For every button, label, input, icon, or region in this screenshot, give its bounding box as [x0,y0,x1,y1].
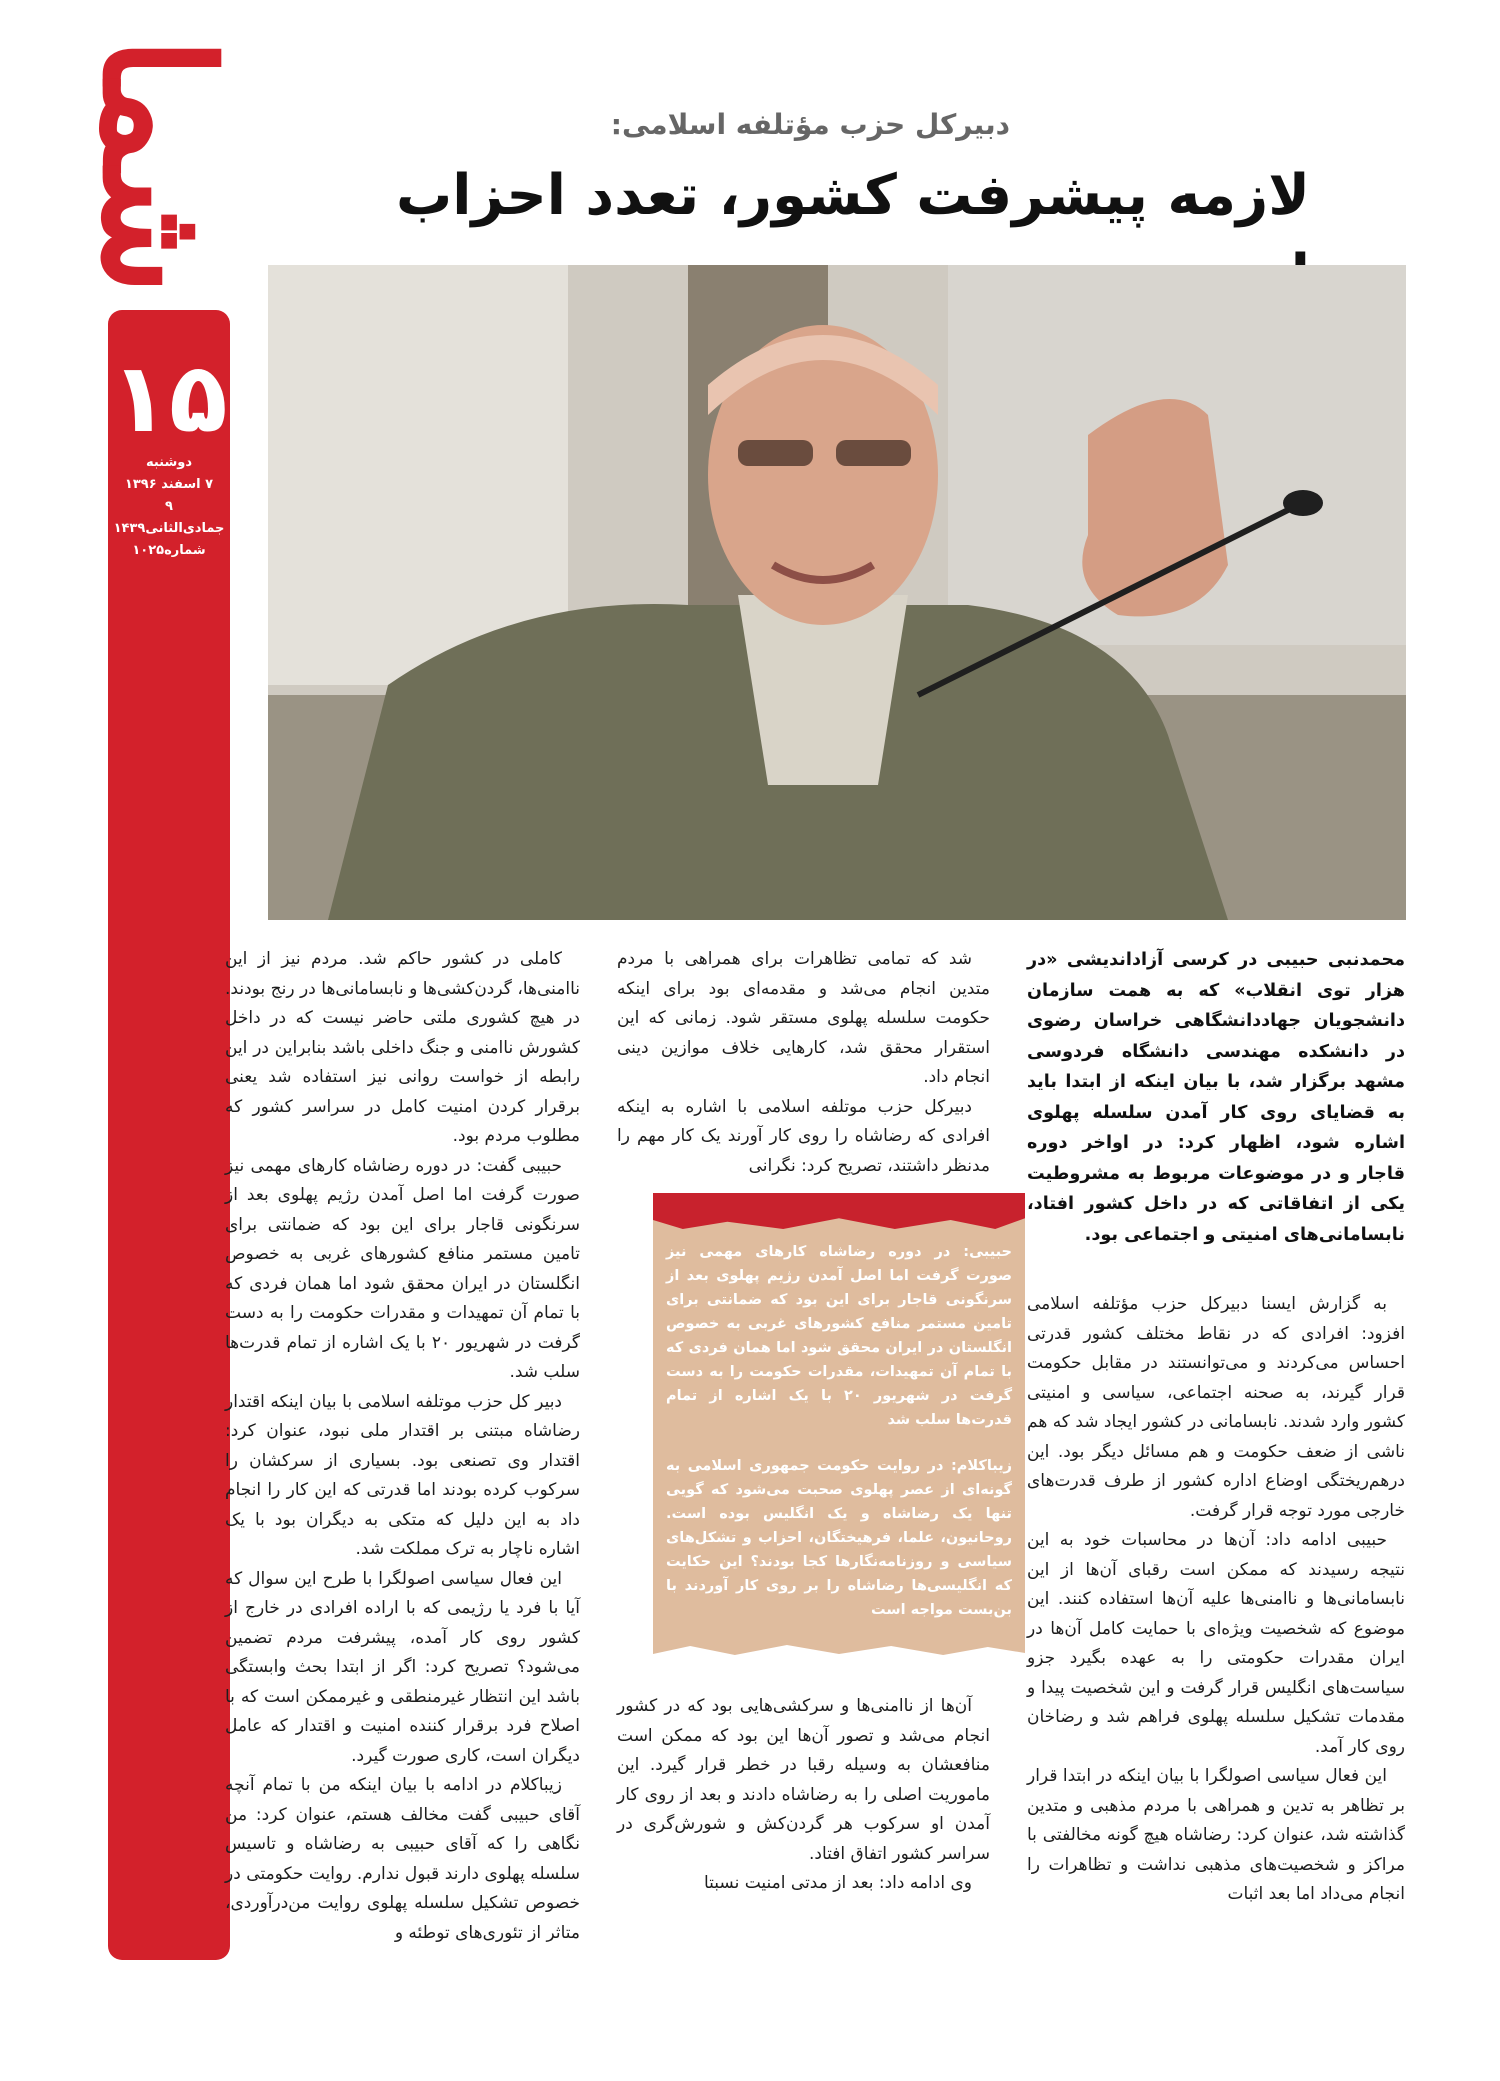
portrait-illustration [268,265,1406,920]
body-paragraph: حبیبی ادامه داد: آن‌ها در محاسبات خود به این نتیجه رسیدند که ممکن است رقبای آن‌ها از این نابسامانی‌ها و ناامنی‌ها علیه آن‌ها استفاده کنند. این موضوع که شخصیت ویژه‌ای با حمایت کامل آن‌ها در ایران مقدرات حکومتی را به عهده بگیرد جزو سیاست‌های انگلیس قرار گرفت و این شخصیت پیدا و مقدمات تشکیل سلسله پهلوی فراهم شد و رضاخان روی کار آمد. [1027,1530,1405,1757]
issue-date-lunar: ۹ جمادی‌الثانی۱۴۳۹ [113,499,225,536]
body-paragraph: دبیر کل حزب موتلفه اسلامی با بیان اینکه اقتدار رضاشاه مبتنی بر اقتدار ملی نبود، عنوان کرد: اقتدار وی تصنعی بود. بسیاری از سرکشان را سرکوب کرده بودند اما قدرتی که این کار را انجام داد به این دلیل که متکی به دیگران بود با یک اشاره ناچار به ترک مملکت شد. [225,1391,580,1559]
body-paragraph: زیباکلام در ادامه با بیان اینکه من با تمام آنچه آقای حبیبی گفت مخالف هستم، عنوان کرد: من نگاهی را که آقای حبیبی به رضاشاه و تاسیس سلسله پهلوی دارند قبول ندارم. روایت حکومتی در خصوص تشکیل سلسله پهلوی روایت من‌درآوردی، متاثر از تئوری‌های توطئه و [225,1775,580,1943]
masthead-logo: شما [69,36,245,295]
issue-serial: شماره۱۰۲۵ [132,543,206,558]
body-paragraph: این فعال سیاسی اصولگرا با بیان اینکه در ابتدا قرار بر تظاهر به تدین و همراهی با مردم مذهبی و متدین گذاشته شد، عنوان کرد: رضاشاه هیچ گونه مخالفتی با مراکز و شخصیت‌های مذهبی نداشت و تظاهرات را انجام می‌داد اما بعد اثبات [1027,1766,1405,1904]
article-lead: محمدنبی حبیبی در کرسی آزاداندیشی «در هزار توی انقلاب» که به همت سازمان دانشجویان جهاددانشگاهی خراسان رضوی در دانشکده مهندسی دانشگاه فردوسی مشهد برگزار شد، با بیان اینکه از ابتدا باید به قضایای روی کار آمدن سلسله پهلوی اشاره شود، اظهار کرد: در اواخر دوره قاجار و در موضوعات مربوط به مشروطیت یکی از اتفاقاتی که در داخل کشور افتاد، نابسامانی‌های امنیتی و اجتماعی بود. [1027,950,1405,1245]
body-paragraph: وی ادامه داد: بعد از مدتی امنیت نسبتا [703,1873,972,1893]
article-column-right [1027,945,1405,1910]
article-column-left [225,945,580,1948]
pullquote-zibakalam: زیباکلام: در روایت حکومت جمهوری اسلامی به گونه‌ای از عصر پهلوی صحبت می‌شود که گویی تنها یک رضاشاه و یک انگلیس بوده است. روحانیون، علما، فرهیختگان، احزاب و تشکل‌های سیاسی و روزنامه‌نگارها کجا بودند؟ این حکایت که انگلیسی‌ها رضاشاه را بر روی کار آوردند با بن‌بست مواجه است [666,1458,1012,1618]
issue-number: ۱۵ [110,342,228,454]
issue-meta [112,452,226,562]
pullquote-habibi: حبیبی: در دوره رضاشاه کارهای مهمی نیز صورت گرفت اما اصل آمدن رژیم پهلوی بعد از سرنگونی قاجار برای این بود که ضمانتی برای تامین مستمر منافع کشورهای غربی به خصوص انگلستان در ایران محقق شود اما همان فردی که با تمام آن تمهیدات، مقدرات حکومت را به دست گرفت در شهریور ۲۰ با یک اشاره از تمام قدرت‌ها سلب شد [666,1244,1013,1428]
body-paragraph: کاملی در کشور حاکم شد. مردم نیز از این ناامنی‌ها، گردن‌کشی‌ها و نابسامانی‌ها در رنج بودند. در هیچ کشوری ملتی حاضر نیست که در داخل کشورش ناامنی و جنگ داخلی باشد بنابراین در این رابطه از خواست روانی نیز استفاده شد یعنی برقرار کردن امنیت کامل در سراسر کشور که مطلوب مردم بود. [225,949,580,1146]
body-paragraph: دبیرکل حزب موتلفه اسلامی با اشاره به اینکه افرادی که رضاشاه را روی کار آورند یک کار مهم را مدنظر داشتند، تصریح کرد: نگرانی [617,1096,990,1176]
article-column-middle [617,945,990,1181]
article-photo [268,265,1406,920]
pullquote-text [666,1240,1012,1644]
article-headline: لازمه پیشرفت کشور، تعدد احزاب [396,163,1310,228]
body-paragraph: حبیبی گفت: در دوره رضاشاه کارهای مهمی نیز صورت گرفت اما اصل آمدن رژیم پهلوی بعد از سرنگونی قاجار برای این بود که ضمانتی برای تامین مستمر منافع کشورهای غربی به خصوص انگلستان در ایران محقق شود اما همان فردی که با تمام آن تمهیدات و مقدرات حکومت را به دست گرفت در شهریور ۲۰ با یک اشاره از تمام قدرت‌ها سلب شد. [225,1155,580,1382]
body-paragraph: این فعال سیاسی اصولگرا با طرح این سوال که آیا با فرد یا رژیمی که با اراده افرادی در خارج از کشور روی کار آمده، پیشرفت مردم تضمین می‌شود؟ تصریح کرد: اگر از ابتدا بحث وابستگی باشد این انتظار غیرمنطقی و غیرممکن است که با اصلاح فرد برقرار کننده امنیت و اقتدار که عامل دیگران است، کاری صورت گیرد. [225,1568,580,1766]
issue-weekday: دوشنبه [145,455,193,470]
body-paragraph: شد که تمامی تظاهرات برای همراهی با مردم متدین انجام می‌شد و مقدمه‌ای بود برای اینکه حکومت سلسله پهلوی مستقر شود. زمانی که این استقرار محقق شد، کارهایی خلاف موازین دینی انجام داد. [617,949,990,1087]
issue-date-solar: ۷ اسفند ۱۳۹۶ [124,477,214,492]
body-paragraph: آن‌ها از ناامنی‌ها و سرکشی‌هایی بود که در کشور انجام می‌شد و تصور آن‌ها این بود که ممکن است منافعشان به وسیله رقبا در خطر قرار گیرد. این ماموریت اصلی را به رضاشاه دادند و بعد از روی کار آمدن او سرکوب هر گردن‌کش و شورش‌گری در سراسر کشور اتفاق افتاد. [617,1696,990,1864]
article-column-middle-bottom [617,1692,990,1899]
body-paragraph: به گزارش ایسنا دبیرکل حزب مؤتلفه اسلامی افزود: افرادی که در نقاط مختلف کشور قدرتی احساس می‌کردند و می‌توانستند در مقابل حکومت قرار گیرند، به صحنه اجتماعی، سیاسی و امنیتی کشور وارد شدند. نابسامانی در کشور ایجاد شد که هم ناشی از ضعف حکومت و هم مسائل دیگر بود. این درهم‌ریختگی اوضاع اداره کشور از طرف قدرت‌های خارجی مورد توجه قرار گرفت. [1027,1294,1405,1521]
article-kicker: دبیرکل حزب مؤتلفه اسلامی: [610,108,1010,141]
